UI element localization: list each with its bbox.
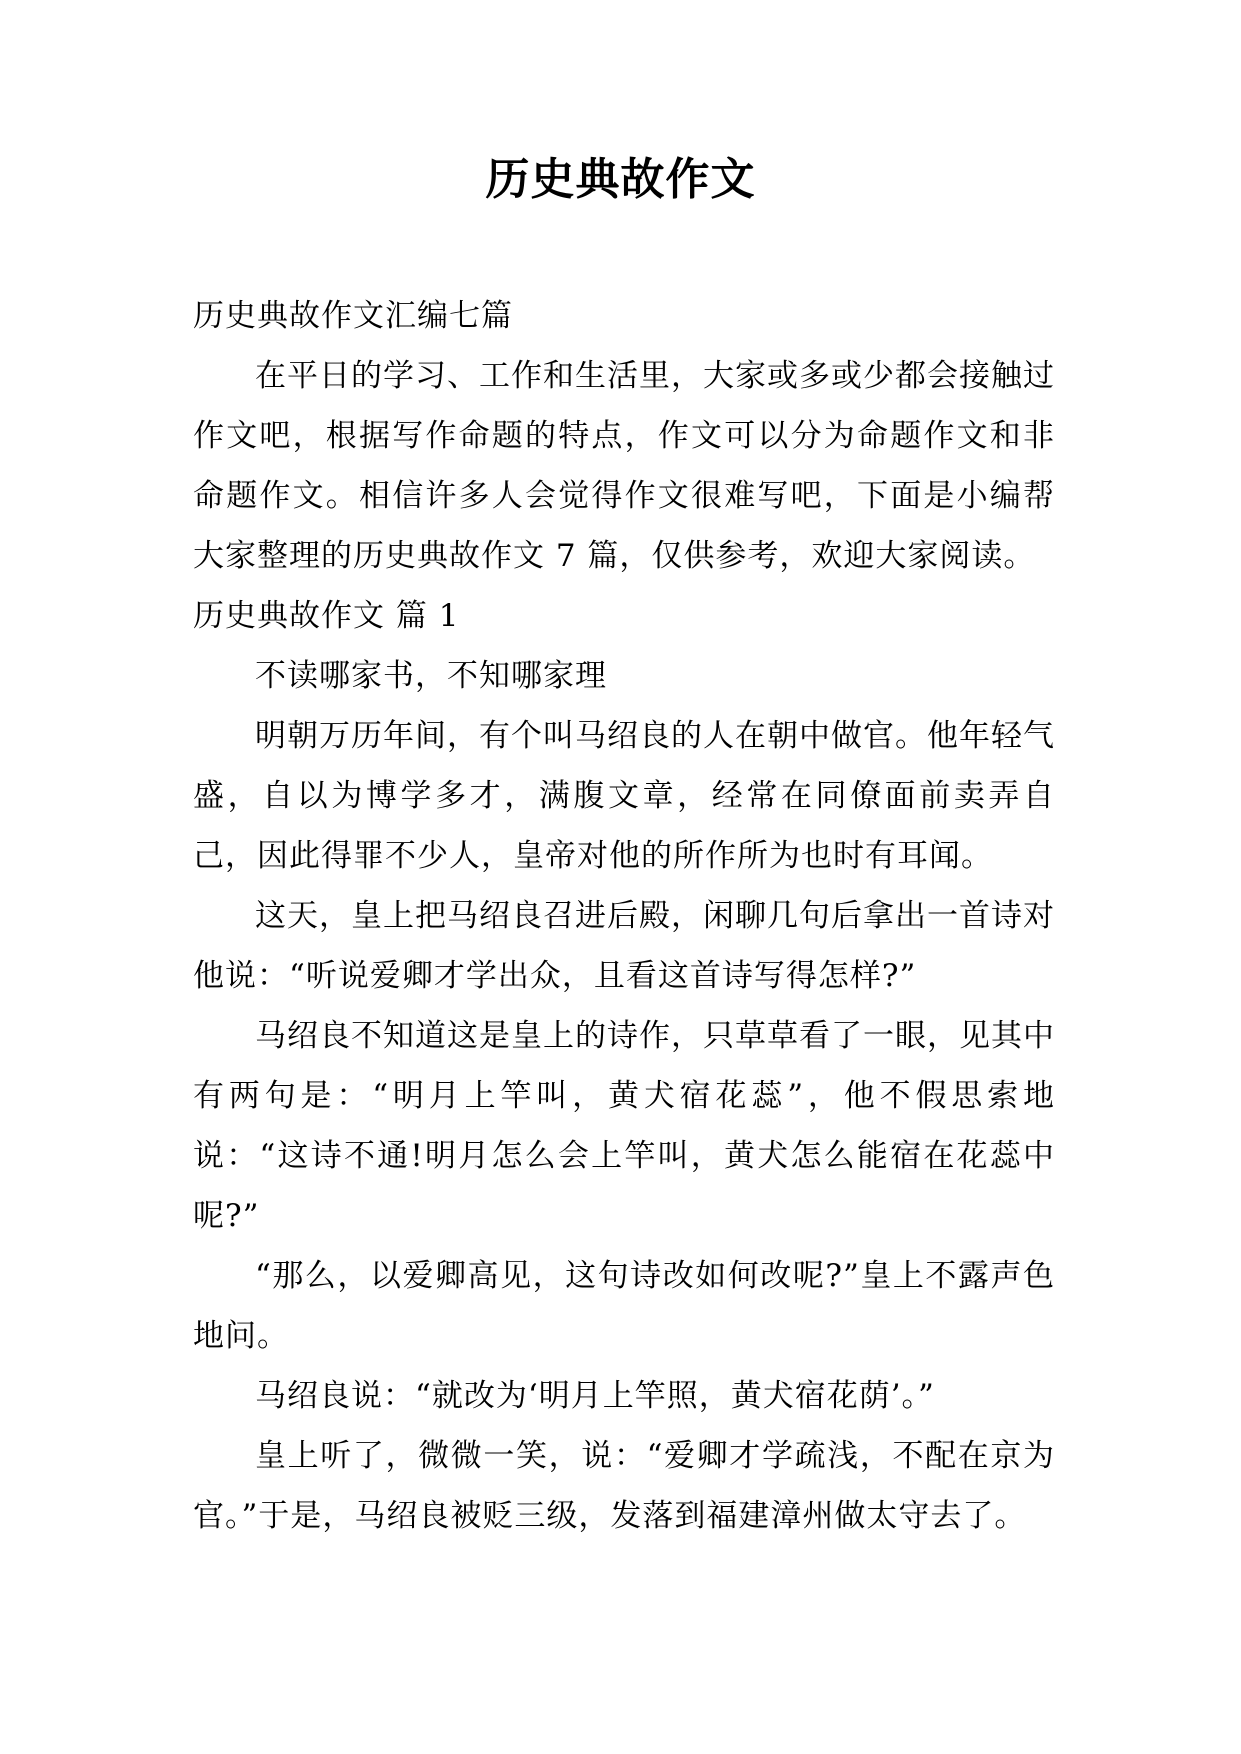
story-title: 不读哪家书，不知哪家理 xyxy=(255,658,607,694)
subtitle-line: 历史典故作文汇编七篇 xyxy=(193,298,513,334)
document-title: 历史典故作文 xyxy=(485,154,756,205)
body-paragraph: 明朝万历年间，有个叫马绍良的人在朝中做官。他年轻气盛，自以为博学多才，满腹文章，经常在同僚面前卖弄自己，因此得罪不少人，皇帝对他的所作所为也时有耳闻。 xyxy=(193,718,1055,874)
intro-paragraph: 在平日的学习、工作和生活里，大家或多或少都会接触过作文吧，根据写作命题的特点，作文可以分为命题作文和非命题作文。相信许多人会觉得作文很难写吧，下面是小编帮大家整理的历史典故作文 7 篇，仅供参考，欢迎大家阅读。 xyxy=(193,358,1055,574)
body-paragraph: 马绍良说：“就改为‘明月上竿照，黄犬宿花荫’。” xyxy=(255,1378,935,1414)
body-paragraph: 马绍良不知道这是皇上的诗作，只草草看了一眼，见其中有两句是：“明月上竿叫，黄犬宿花蕊”，他不假思索地说：“这诗不通!明月怎么会上竿叫，黄犬怎么能宿在花蕊中呢?” xyxy=(193,1018,1055,1234)
section-heading: 历史典故作文 篇 1 xyxy=(193,598,460,634)
body-paragraph: 这天，皇上把马绍良召进后殿，闲聊几句后拿出一首诗对他说：“听说爱卿才学出众，且看这首诗写得怎样?” xyxy=(193,898,1055,994)
body-paragraph: “那么，以爱卿高见，这句诗改如何改呢?”皇上不露声色地问。 xyxy=(193,1258,1055,1354)
document-body xyxy=(193,286,1055,1546)
body-paragraph: 皇上听了，微微一笑，说：“爱卿才学疏浅，不配在京为官。”于是，马绍良被贬三级，发落到福建漳州做太守去了。 xyxy=(193,1438,1055,1534)
